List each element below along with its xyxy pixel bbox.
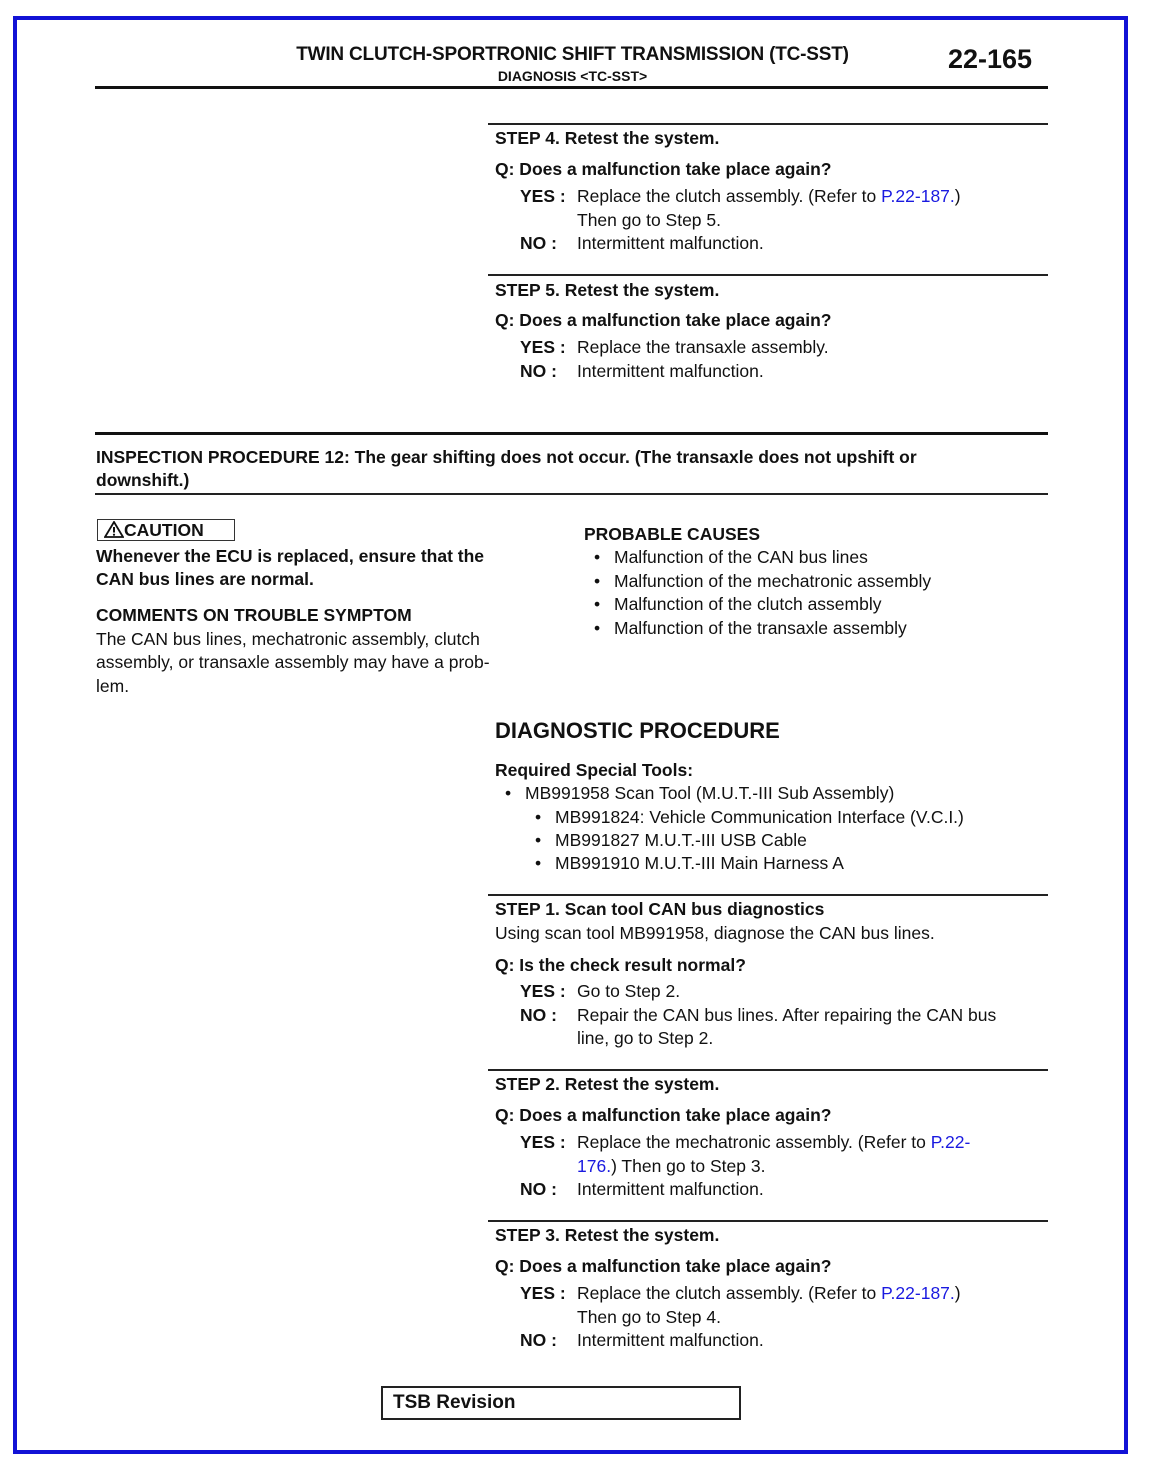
step3-rule	[488, 1220, 1048, 1222]
step3-title: STEP 3. Retest the system.	[495, 1225, 720, 1245]
probable-causes-heading: PROBABLE CAUSES	[584, 524, 760, 544]
caution-box	[97, 519, 235, 541]
step1-no-text2: line, go to Step 2.	[577, 1028, 714, 1048]
step5-top-yes-text: Replace the transaxle assembly.	[577, 337, 829, 357]
comments-heading: COMMENTS ON TROUBLE SYMPTOM	[96, 605, 412, 625]
inspection-bottom-rule	[95, 493, 1048, 495]
step2-yes-text2: 176.) Then go to Step 3.	[577, 1156, 766, 1176]
step4-top-title: STEP 4. Retest the system.	[495, 128, 720, 148]
step5-top-title: STEP 5. Retest the system.	[495, 280, 720, 300]
step2-no-text: Intermittent malfunction.	[577, 1179, 764, 1199]
caution-line2: CAN bus lines are normal.	[96, 569, 314, 589]
tool-sub-item: • MB991824: Vehicle Communication Interface (V.C.I.)	[555, 806, 964, 829]
step5-top-no-text: Intermittent malfunction.	[577, 361, 764, 381]
step5-top-rule	[488, 274, 1048, 276]
inspection-title-line2: downshift.)	[96, 470, 190, 490]
step4-top-ref-link[interactable]: P.22-187.	[881, 186, 955, 206]
step1-title: STEP 1. Scan tool CAN bus diagnostics	[495, 899, 825, 919]
step2-no-label: NO :	[520, 1179, 557, 1199]
step2-title: STEP 2. Retest the system.	[495, 1074, 720, 1094]
page-title: TWIN CLUTCH-SPORTRONIC SHIFT TRANSMISSION (TC-SST)	[296, 44, 849, 65]
step1-yes-text: Go to Step 2.	[577, 981, 681, 1001]
probable-cause-item: • Malfunction of the mechatronic assembly	[614, 570, 931, 593]
step1-no-text: Repair the CAN bus lines. After repairing the CAN bus	[577, 1005, 997, 1025]
step4-top-rule	[488, 123, 1048, 125]
step5-top-no-label: NO :	[520, 361, 557, 381]
step4-top-no-label: NO :	[520, 233, 557, 253]
caution-label: CAUTION	[124, 520, 204, 540]
diagnostic-heading: DIAGNOSTIC PROCEDURE	[495, 718, 780, 743]
inspection-top-rule	[95, 432, 1048, 435]
caution-line1: Whenever the ECU is replaced, ensure that the	[96, 546, 485, 566]
header-rule	[95, 86, 1048, 89]
step4-top-question: Q: Does a malfunction take place again?	[495, 159, 832, 179]
probable-cause-item: • Malfunction of the clutch assembly	[614, 593, 882, 616]
step3-no-text: Intermittent malfunction.	[577, 1330, 764, 1350]
step3-yes-label: YES :	[520, 1283, 566, 1303]
step4-top-yes-text2: Then go to Step 5.	[577, 210, 721, 230]
step1-rule	[488, 894, 1048, 896]
step1-question: Q: Is the check result normal?	[495, 955, 746, 975]
step1-desc: Using scan tool MB991958, diagnose the CAN bus lines.	[495, 923, 935, 943]
step2-yes-text: Replace the mechatronic assembly. (Refer to P.22-	[577, 1132, 971, 1152]
tsb-revision-box: TSB Revision	[381, 1386, 741, 1420]
step3-ref-link[interactable]: P.22-187.	[881, 1283, 955, 1303]
step3-no-label: NO :	[520, 1330, 557, 1350]
step3-question: Q: Does a malfunction take place again?	[495, 1256, 832, 1276]
step5-top-question: Q: Does a malfunction take place again?	[495, 310, 832, 330]
tool-main-item: • MB991958 Scan Tool (M.U.T.-III Sub Assembly)	[525, 782, 894, 805]
step2-question: Q: Does a malfunction take place again?	[495, 1105, 832, 1125]
step1-no-label: NO :	[520, 1005, 557, 1025]
step5-top-yes-label: YES :	[520, 337, 566, 357]
page-subtitle: DIAGNOSIS <TC-SST>	[497, 68, 648, 84]
step4-top-yes-label: YES :	[520, 186, 566, 206]
probable-cause-item: • Malfunction of the CAN bus lines	[614, 546, 868, 569]
step3-yes-text2: Then go to Step 4.	[577, 1307, 721, 1327]
step1-yes-label: YES :	[520, 981, 566, 1001]
tool-sub-item: • MB991827 M.U.T.-III USB Cable	[555, 829, 807, 852]
step3-yes-text: Replace the clutch assembly. (Refer to P.22-187.)	[577, 1283, 961, 1303]
step2-rule	[488, 1069, 1048, 1071]
step2-ref-link-cont[interactable]: 176.	[577, 1156, 612, 1176]
warning-triangle-icon	[104, 521, 124, 542]
step4-top-no-text: Intermittent malfunction.	[577, 233, 764, 253]
tool-sub-item: • MB991910 M.U.T.-III Main Harness A	[555, 852, 844, 875]
probable-cause-item: • Malfunction of the transaxle assembly	[614, 617, 907, 640]
step4-top-yes-text: Replace the clutch assembly. (Refer to P.22-187.)	[577, 186, 961, 206]
comments-line1: The CAN bus lines, mechatronic assembly, clutch	[96, 629, 480, 649]
inspection-title-line1: INSPECTION PROCEDURE 12: The gear shifting does not occur. (The transaxle does not upshift or	[96, 447, 917, 467]
tools-heading: Required Special Tools:	[495, 760, 694, 780]
step2-yes-label: YES :	[520, 1132, 566, 1152]
page-number: 22-165	[948, 44, 1033, 74]
comments-line2: assembly, or transaxle assembly may have a prob-	[96, 652, 490, 672]
comments-line3: lem.	[96, 676, 130, 696]
step2-ref-link[interactable]: P.22-	[930, 1132, 971, 1152]
